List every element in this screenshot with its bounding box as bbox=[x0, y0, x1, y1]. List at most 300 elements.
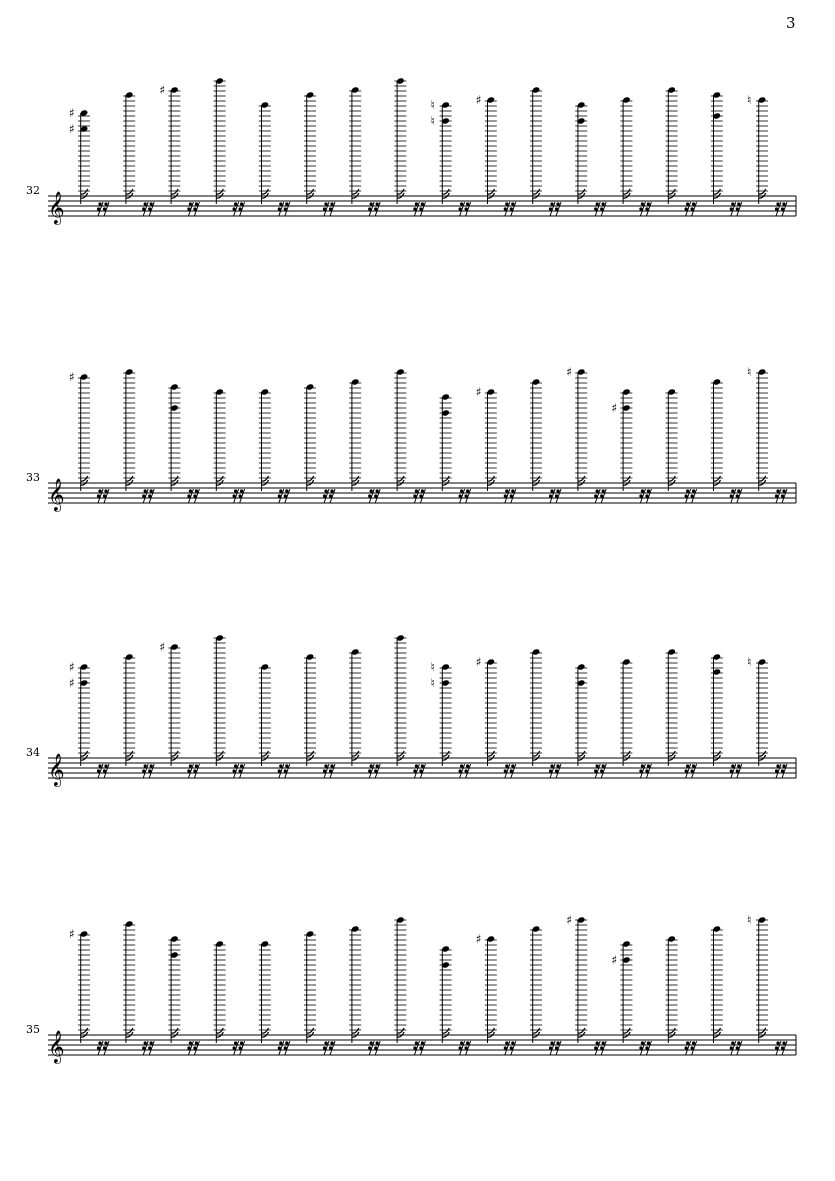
rest-dot bbox=[324, 1041, 327, 1044]
rest-dot bbox=[510, 494, 513, 497]
rest-dot bbox=[691, 207, 694, 210]
rest-dot bbox=[144, 764, 147, 767]
rest-dot bbox=[103, 769, 106, 772]
note-group bbox=[620, 96, 651, 216]
note-group bbox=[575, 663, 606, 778]
rest-dot bbox=[195, 489, 198, 492]
rest-dot bbox=[639, 494, 642, 497]
rest-dot bbox=[284, 1046, 287, 1049]
rest-dot bbox=[594, 1046, 597, 1049]
note-flag bbox=[307, 189, 314, 194]
note-flag bbox=[488, 1028, 495, 1033]
rest-dot bbox=[413, 207, 416, 210]
rest-dot bbox=[144, 202, 147, 205]
rest-dot bbox=[781, 207, 784, 210]
natural-sign: ♮ bbox=[430, 114, 435, 128]
rest-dot bbox=[330, 202, 333, 205]
rest-dot bbox=[510, 1046, 513, 1049]
sharp-sign: ♯ bbox=[69, 370, 75, 384]
note-group bbox=[431, 660, 471, 778]
rest-dot bbox=[189, 1041, 192, 1044]
note-group bbox=[620, 658, 651, 778]
rest-dot bbox=[730, 494, 733, 497]
rest-dot bbox=[594, 494, 597, 497]
rest-dot bbox=[776, 1041, 779, 1044]
rest-dot bbox=[602, 489, 605, 492]
rest-dot bbox=[97, 207, 100, 210]
note-flag bbox=[397, 189, 404, 194]
note-group bbox=[259, 101, 290, 216]
rest-dot bbox=[98, 489, 101, 492]
rest-dot bbox=[150, 764, 153, 767]
rest-dot bbox=[323, 207, 326, 210]
sharp-sign: ♯ bbox=[475, 932, 482, 946]
note-group bbox=[431, 98, 471, 216]
rest-dot bbox=[466, 202, 469, 205]
rest-dot bbox=[104, 1041, 107, 1044]
rest-dot bbox=[240, 1041, 243, 1044]
note-group bbox=[159, 640, 199, 778]
rest-dot bbox=[600, 769, 603, 772]
staff-system bbox=[26, 634, 796, 787]
rest-dot bbox=[596, 1041, 599, 1044]
note-flag bbox=[216, 751, 223, 756]
rest-dot bbox=[419, 207, 422, 210]
rest-dot bbox=[421, 202, 424, 205]
rest-dot bbox=[639, 769, 642, 772]
rest-dot bbox=[234, 1041, 237, 1044]
rest-dot bbox=[730, 207, 733, 210]
rest-dot bbox=[776, 489, 779, 492]
note-flag bbox=[171, 189, 178, 194]
note-flag bbox=[623, 476, 630, 481]
rest-dot bbox=[98, 1041, 101, 1044]
note-flag bbox=[714, 189, 721, 194]
sharp-sign: ♯ bbox=[475, 93, 482, 107]
rest-dot bbox=[330, 489, 333, 492]
note-flag bbox=[307, 751, 314, 756]
rest-dot bbox=[368, 769, 371, 772]
rest-dot bbox=[645, 207, 648, 210]
rest-dot bbox=[374, 494, 377, 497]
note-flag bbox=[488, 751, 495, 756]
rest-dot bbox=[641, 202, 644, 205]
rest-dot bbox=[150, 202, 153, 205]
note-flag bbox=[171, 751, 178, 756]
note-group bbox=[476, 93, 516, 216]
rest-dot bbox=[187, 207, 190, 210]
rest-dot bbox=[284, 207, 287, 210]
note-flag bbox=[307, 1028, 314, 1033]
rest-dot bbox=[731, 1041, 734, 1044]
rest-dot bbox=[645, 769, 648, 772]
note-group bbox=[259, 663, 290, 778]
rest-dot bbox=[189, 764, 192, 767]
note-group bbox=[349, 925, 380, 1055]
rest-dot bbox=[103, 207, 106, 210]
sharp-sign: ♯ bbox=[69, 106, 75, 120]
rest-dot bbox=[549, 1046, 552, 1049]
rest-dot bbox=[504, 769, 507, 772]
note-flag bbox=[533, 1028, 540, 1033]
rest-dot bbox=[736, 1046, 739, 1049]
page-number: 3 bbox=[786, 14, 796, 32]
rest-dot bbox=[413, 1046, 416, 1049]
note-group bbox=[304, 383, 335, 503]
rest-dot bbox=[421, 764, 424, 767]
rest-dot bbox=[376, 764, 379, 767]
note-flag bbox=[81, 189, 88, 194]
rest-dot bbox=[505, 764, 508, 767]
rest-dot bbox=[368, 207, 371, 210]
rest-dot bbox=[465, 1046, 468, 1049]
rest-dot bbox=[376, 1041, 379, 1044]
note-flag bbox=[759, 1028, 766, 1033]
measure-number: 35 bbox=[26, 1023, 40, 1036]
rest-dot bbox=[419, 494, 422, 497]
rest-dot bbox=[376, 489, 379, 492]
note-flag bbox=[81, 1028, 88, 1033]
note-group bbox=[611, 388, 651, 503]
rest-dot bbox=[550, 1041, 553, 1044]
note-flag bbox=[352, 476, 359, 481]
note-group bbox=[530, 378, 561, 503]
sharp-sign: ♯ bbox=[475, 655, 482, 669]
note-group bbox=[259, 940, 290, 1055]
note-flag bbox=[533, 189, 540, 194]
note-flag bbox=[262, 189, 269, 194]
staff-system bbox=[26, 77, 796, 225]
rest-dot bbox=[686, 764, 689, 767]
note-flag bbox=[759, 476, 766, 481]
treble-clef: 𝄞 bbox=[48, 753, 65, 786]
rest-dot bbox=[737, 764, 740, 767]
note-flag bbox=[397, 1028, 404, 1033]
rest-dot bbox=[193, 769, 196, 772]
note-flag bbox=[397, 751, 404, 756]
note-group bbox=[123, 91, 154, 216]
note-group bbox=[666, 935, 697, 1055]
natural-sign: ♮ bbox=[430, 660, 435, 674]
rest-dot bbox=[736, 207, 739, 210]
rest-dot bbox=[329, 1046, 332, 1049]
rest-dot bbox=[459, 1046, 462, 1049]
rest-dot bbox=[550, 202, 553, 205]
staff-system bbox=[26, 365, 796, 512]
rest-dot bbox=[195, 1041, 198, 1044]
note-flag bbox=[668, 751, 675, 756]
rest-dot bbox=[596, 764, 599, 767]
rest-dot bbox=[239, 1046, 242, 1049]
rest-dot bbox=[505, 1041, 508, 1044]
note-group bbox=[349, 86, 380, 216]
note-flag bbox=[126, 189, 133, 194]
rest-dot bbox=[647, 202, 650, 205]
note-flag bbox=[442, 1028, 449, 1033]
note-group bbox=[304, 91, 335, 216]
rest-dot bbox=[775, 494, 778, 497]
note-group bbox=[575, 101, 606, 216]
rest-dot bbox=[602, 764, 605, 767]
rest-dot bbox=[555, 207, 558, 210]
rest-dot bbox=[781, 1046, 784, 1049]
rest-dot bbox=[510, 207, 513, 210]
rest-dot bbox=[415, 1041, 418, 1044]
note-flag bbox=[397, 476, 404, 481]
note-group bbox=[214, 388, 245, 503]
note-flag bbox=[171, 1028, 178, 1033]
rest-dot bbox=[775, 769, 778, 772]
note-group bbox=[666, 388, 697, 503]
rest-dot bbox=[370, 1041, 373, 1044]
note-flag bbox=[578, 751, 585, 756]
treble-clef: 𝄞 bbox=[48, 478, 65, 511]
rest-dot bbox=[195, 202, 198, 205]
rest-dot bbox=[142, 207, 145, 210]
rest-dot bbox=[193, 207, 196, 210]
rest-dot bbox=[148, 207, 151, 210]
rest-dot bbox=[233, 769, 236, 772]
rest-dot bbox=[195, 764, 198, 767]
rest-dot bbox=[278, 1046, 281, 1049]
note-flag bbox=[714, 1028, 721, 1033]
note-group bbox=[530, 925, 561, 1055]
rest-dot bbox=[776, 202, 779, 205]
rest-dot bbox=[645, 1046, 648, 1049]
rest-dot bbox=[511, 202, 514, 205]
rest-dot bbox=[189, 202, 192, 205]
note-flag bbox=[442, 189, 449, 194]
rest-dot bbox=[142, 1046, 145, 1049]
rest-dot bbox=[782, 1041, 785, 1044]
measure-number: 32 bbox=[26, 184, 40, 197]
rest-dot bbox=[285, 202, 288, 205]
rest-dot bbox=[504, 1046, 507, 1049]
rest-dot bbox=[233, 1046, 236, 1049]
natural-sign: ♮ bbox=[747, 93, 752, 107]
note-group bbox=[214, 940, 245, 1055]
rest-dot bbox=[98, 202, 101, 205]
rest-dot bbox=[374, 207, 377, 210]
rest-dot bbox=[686, 202, 689, 205]
note-flag bbox=[126, 751, 133, 756]
rest-dot bbox=[510, 769, 513, 772]
rest-dot bbox=[324, 489, 327, 492]
note-flag bbox=[126, 1028, 133, 1033]
note-flag bbox=[442, 751, 449, 756]
rest-dot bbox=[187, 769, 190, 772]
rest-dot bbox=[329, 494, 332, 497]
natural-sign: ♮ bbox=[747, 655, 752, 669]
note-flag bbox=[714, 476, 721, 481]
rest-dot bbox=[596, 489, 599, 492]
rest-dot bbox=[278, 769, 281, 772]
measure-number: 34 bbox=[26, 746, 40, 759]
rest-dot bbox=[233, 494, 236, 497]
note-group bbox=[747, 365, 787, 503]
rest-dot bbox=[329, 207, 332, 210]
rest-dot bbox=[731, 202, 734, 205]
rest-dot bbox=[594, 769, 597, 772]
rest-dot bbox=[104, 489, 107, 492]
rest-dot bbox=[555, 769, 558, 772]
rest-dot bbox=[639, 1046, 642, 1049]
rest-dot bbox=[278, 494, 281, 497]
rest-dot bbox=[330, 764, 333, 767]
note-flag bbox=[623, 1028, 630, 1033]
rest-dot bbox=[466, 489, 469, 492]
rest-dot bbox=[465, 207, 468, 210]
rest-dot bbox=[692, 1041, 695, 1044]
rest-dot bbox=[692, 764, 695, 767]
rest-dot bbox=[737, 202, 740, 205]
rest-dot bbox=[511, 1041, 514, 1044]
measure-number: 33 bbox=[26, 471, 40, 484]
rest-dot bbox=[413, 769, 416, 772]
rest-dot bbox=[466, 1041, 469, 1044]
note-flag bbox=[759, 751, 766, 756]
rest-dot bbox=[97, 1046, 100, 1049]
rest-dot bbox=[103, 1046, 106, 1049]
sharp-sign: ♯ bbox=[475, 385, 482, 399]
note-flag bbox=[623, 189, 630, 194]
note-group bbox=[304, 930, 335, 1055]
rest-dot bbox=[279, 764, 282, 767]
rest-dot bbox=[686, 489, 689, 492]
natural-sign: ♮ bbox=[747, 913, 752, 927]
rest-dot bbox=[781, 769, 784, 772]
rest-dot bbox=[148, 494, 151, 497]
rest-dot bbox=[550, 489, 553, 492]
rest-dot bbox=[692, 202, 695, 205]
rest-dot bbox=[323, 494, 326, 497]
rest-dot bbox=[239, 494, 242, 497]
note-group bbox=[440, 945, 471, 1055]
rest-dot bbox=[782, 202, 785, 205]
note-group bbox=[123, 653, 154, 778]
rest-dot bbox=[240, 202, 243, 205]
rest-dot bbox=[234, 764, 237, 767]
note-flag bbox=[307, 476, 314, 481]
rest-dot bbox=[104, 202, 107, 205]
rest-dot bbox=[685, 1046, 688, 1049]
rest-dot bbox=[323, 1046, 326, 1049]
rest-dot bbox=[685, 494, 688, 497]
note-group bbox=[214, 77, 245, 216]
rest-dot bbox=[148, 769, 151, 772]
rest-dot bbox=[685, 769, 688, 772]
rest-dot bbox=[193, 1046, 196, 1049]
rest-dot bbox=[459, 494, 462, 497]
note-flag bbox=[352, 751, 359, 756]
rest-dot bbox=[639, 207, 642, 210]
rest-dot bbox=[594, 207, 597, 210]
rest-dot bbox=[641, 489, 644, 492]
rest-dot bbox=[511, 489, 514, 492]
note-group bbox=[666, 648, 697, 778]
sharp-sign: ♯ bbox=[69, 676, 75, 690]
rest-dot bbox=[374, 769, 377, 772]
rest-dot bbox=[505, 489, 508, 492]
sharp-sign: ♯ bbox=[566, 365, 573, 379]
rest-dot bbox=[641, 1041, 644, 1044]
rest-dot bbox=[602, 1041, 605, 1044]
natural-sign: ♮ bbox=[430, 98, 435, 112]
rest-dot bbox=[370, 202, 373, 205]
rest-dot bbox=[239, 769, 242, 772]
rest-dot bbox=[460, 1041, 463, 1044]
rest-dot bbox=[781, 494, 784, 497]
rest-dot bbox=[330, 1041, 333, 1044]
note-group bbox=[530, 86, 561, 216]
note-group bbox=[747, 93, 787, 216]
rest-dot bbox=[730, 1046, 733, 1049]
note-flag bbox=[759, 189, 766, 194]
rest-dot bbox=[465, 769, 468, 772]
note-group bbox=[349, 378, 380, 503]
note-flag bbox=[81, 751, 88, 756]
rest-dot bbox=[103, 494, 106, 497]
rest-dot bbox=[645, 494, 648, 497]
rest-dot bbox=[555, 494, 558, 497]
rest-dot bbox=[691, 494, 694, 497]
rest-dot bbox=[415, 764, 418, 767]
note-group bbox=[394, 634, 425, 778]
rest-dot bbox=[97, 494, 100, 497]
rest-dot bbox=[460, 489, 463, 492]
note-flag bbox=[533, 476, 540, 481]
rest-dot bbox=[686, 1041, 689, 1044]
rest-dot bbox=[150, 489, 153, 492]
rest-dot bbox=[415, 202, 418, 205]
note-group bbox=[168, 383, 199, 503]
note-group bbox=[476, 655, 516, 778]
rest-dot bbox=[419, 1046, 422, 1049]
rest-dot bbox=[460, 764, 463, 767]
rest-dot bbox=[685, 207, 688, 210]
natural-sign: ♮ bbox=[747, 365, 752, 379]
sharp-sign: ♯ bbox=[69, 927, 75, 941]
rest-dot bbox=[278, 207, 281, 210]
note-flag bbox=[668, 476, 675, 481]
rest-dot bbox=[233, 207, 236, 210]
treble-clef: 𝄞 bbox=[48, 1030, 65, 1063]
rest-dot bbox=[691, 1046, 694, 1049]
rest-dot bbox=[730, 769, 733, 772]
rest-dot bbox=[419, 769, 422, 772]
rest-dot bbox=[504, 207, 507, 210]
rest-dot bbox=[511, 764, 514, 767]
rest-dot bbox=[550, 764, 553, 767]
rest-dot bbox=[142, 769, 145, 772]
rest-dot bbox=[285, 764, 288, 767]
note-group bbox=[476, 385, 516, 503]
note-group bbox=[304, 653, 335, 778]
rest-dot bbox=[98, 764, 101, 767]
sharp-sign: ♯ bbox=[69, 660, 75, 674]
rest-dot bbox=[556, 1041, 559, 1044]
rest-dot bbox=[187, 494, 190, 497]
note-group bbox=[530, 648, 561, 778]
note-flag bbox=[442, 476, 449, 481]
rest-dot bbox=[144, 1041, 147, 1044]
rest-dot bbox=[324, 764, 327, 767]
note-group bbox=[566, 365, 606, 503]
rest-dot bbox=[368, 1046, 371, 1049]
rest-dot bbox=[459, 769, 462, 772]
rest-dot bbox=[641, 764, 644, 767]
rest-dot bbox=[368, 494, 371, 497]
